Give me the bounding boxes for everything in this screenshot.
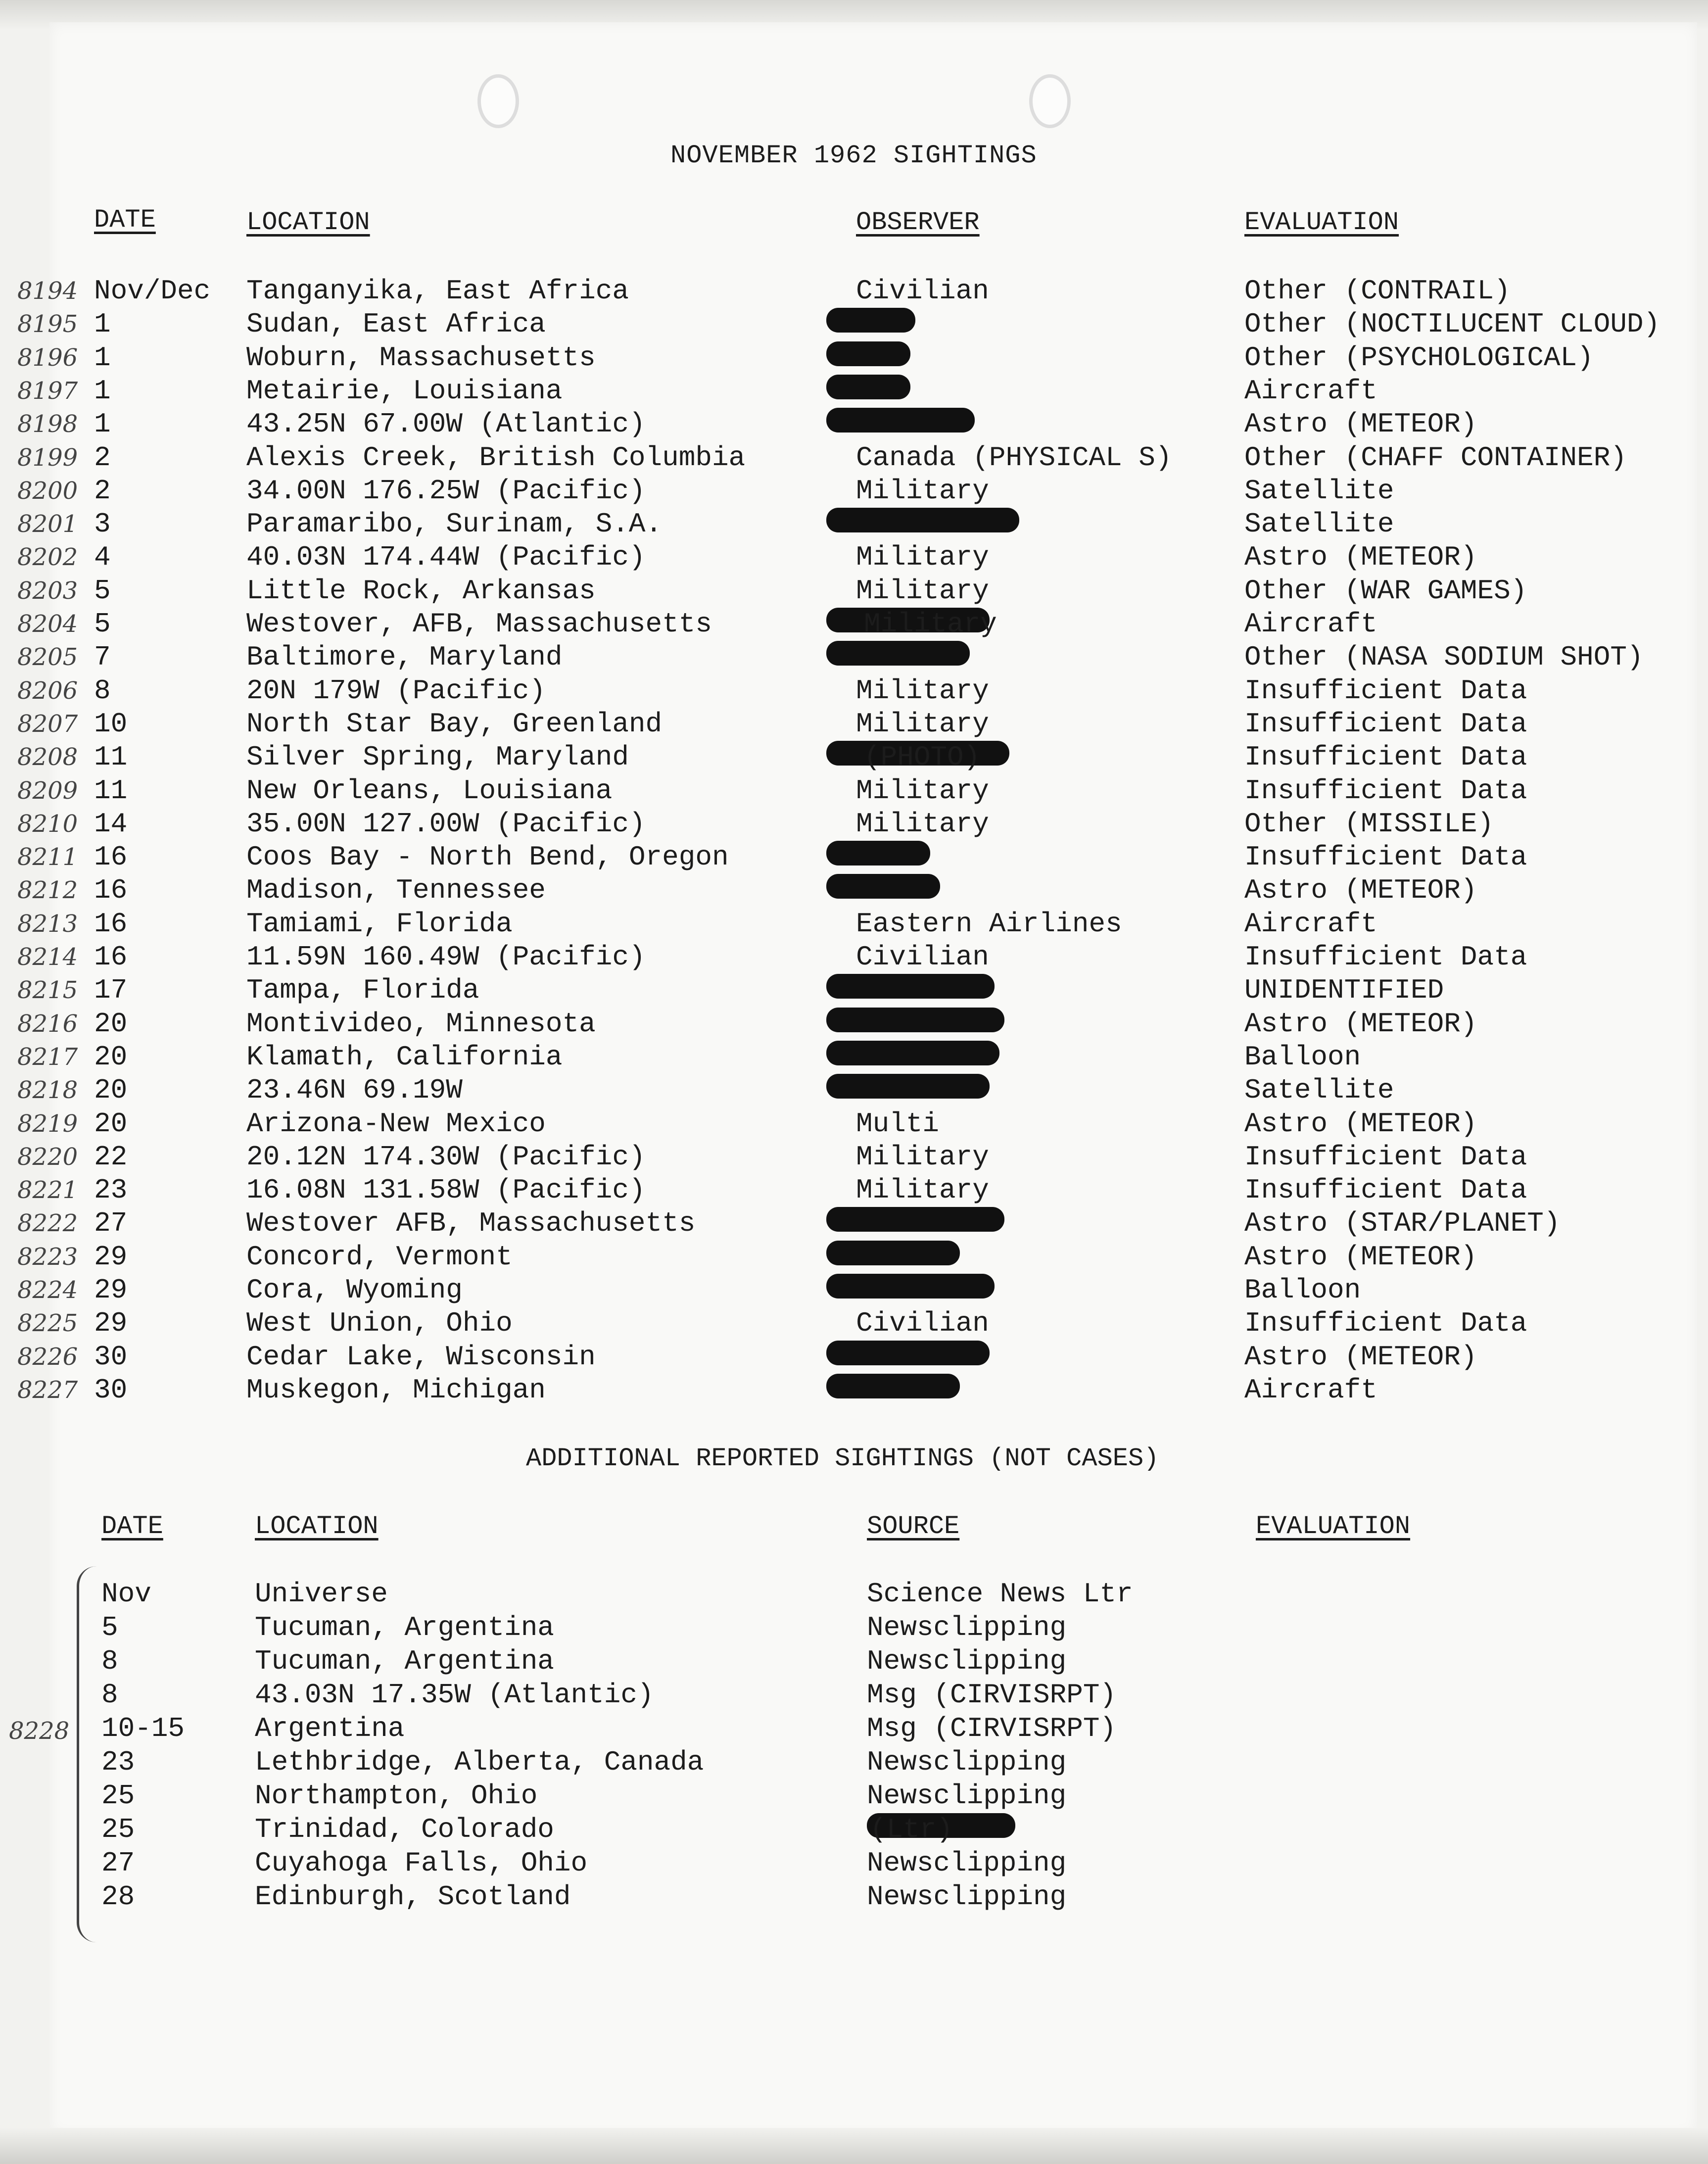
location-cell: Edinburgh, Scotland (255, 1881, 571, 1913)
location-cell: 43.03N 17.35W (Atlantic) (255, 1679, 654, 1711)
redaction-mark (826, 841, 930, 866)
date-cell: 16 (94, 908, 128, 940)
date-cell: 16 (94, 841, 128, 873)
table-row (0, 308, 1708, 341)
source-cell: Msg (CIRVISRPT) (867, 1713, 1117, 1744)
punch-hole-left (477, 74, 519, 128)
source-cell: Newsclipping (867, 1847, 1067, 1879)
location-cell: Madison, Tennessee (246, 874, 546, 907)
evaluation-cell: Other (NASA SODIUM SHOT) (1244, 641, 1644, 673)
date-cell: 5 (94, 575, 111, 607)
table-row (0, 741, 1708, 774)
date-cell: 25 (101, 1780, 135, 1812)
location-cell: Lethbridge, Alberta, Canada (255, 1746, 704, 1778)
redaction-mark (826, 408, 975, 433)
case-number: 8207 (17, 710, 78, 738)
location-cell: Woburn, Massachusetts (246, 341, 596, 374)
table-row (0, 1241, 1708, 1274)
table-row (0, 1341, 1708, 1374)
observer-cell: Canada (PHYSICAL S) (856, 441, 1172, 474)
case-number: 8216 (17, 1010, 78, 1038)
location-cell: Sudan, East Africa (246, 308, 546, 340)
case-number: 8218 (17, 1076, 78, 1105)
date-cell: 28 (101, 1881, 135, 1913)
date-cell: 29 (94, 1241, 128, 1273)
location-cell: 11.59N 160.49W (Pacific) (246, 941, 646, 973)
evaluation-cell: Astro (METEOR) (1244, 1107, 1477, 1140)
date-cell: 20 (94, 1008, 128, 1040)
additional-header-location: LOCATION (255, 1512, 379, 1541)
case-number: 8203 (17, 577, 78, 605)
table-row (0, 1141, 1708, 1174)
location-cell: Baltimore, Maryland (246, 641, 563, 673)
redaction-mark (826, 1041, 999, 1065)
evaluation-cell: Astro (METEOR) (1244, 1241, 1477, 1273)
location-cell: Trinidad, Colorado (255, 1814, 554, 1845)
date-cell: 23 (101, 1746, 135, 1778)
additional-row (0, 1578, 1708, 1611)
location-cell: Little Rock, Arkansas (246, 575, 596, 607)
observer-cell: Civilian (856, 941, 989, 973)
location-cell: 20N 179W (Pacific) (246, 674, 546, 707)
evaluation-cell: Other (NOCTILUCENT CLOUD) (1244, 308, 1661, 340)
case-number: 8221 (17, 1176, 78, 1204)
date-cell: 23 (94, 1174, 128, 1206)
evaluation-cell: Insufficient Data (1244, 741, 1527, 773)
observer-text: Military (864, 608, 997, 640)
additional-row (0, 1847, 1708, 1880)
location-cell: 20.12N 174.30W (Pacific) (246, 1141, 646, 1173)
date-cell: 1 (94, 375, 111, 407)
additional-header-date: DATE (101, 1512, 163, 1541)
table-row (0, 1174, 1708, 1207)
case-number: 8194 (17, 277, 78, 305)
case-number: 8226 (17, 1343, 78, 1371)
evaluation-cell: Other (MISSILE) (1244, 808, 1494, 840)
date-cell: 1 (94, 408, 111, 440)
date-cell: 11 (94, 741, 128, 773)
table-row (0, 641, 1708, 674)
evaluation-cell: Insufficient Data (1244, 774, 1527, 807)
redaction-mark (826, 308, 915, 333)
evaluation-cell: Insufficient Data (1244, 941, 1527, 973)
case-number: 8223 (17, 1243, 78, 1271)
location-cell: West Union, Ohio (246, 1307, 513, 1340)
table-row (0, 441, 1708, 475)
redaction-mark (826, 508, 1019, 532)
case-number: 8217 (17, 1043, 78, 1071)
evaluation-cell: Balloon (1244, 1274, 1361, 1306)
redaction-mark (826, 1341, 990, 1365)
case-number: 8225 (17, 1309, 78, 1338)
date-cell: 8 (94, 674, 111, 707)
table-row (0, 1307, 1708, 1340)
case-number: 8197 (17, 377, 78, 405)
location-cell: Silver Spring, Maryland (246, 741, 629, 773)
header-location: LOCATION (246, 208, 370, 237)
evaluation-cell: Astro (METEOR) (1244, 1341, 1477, 1373)
table-row (0, 1008, 1708, 1041)
evaluation-cell: Other (CONTRAIL) (1244, 275, 1511, 307)
date-cell: 3 (94, 508, 111, 540)
additional-row (0, 1645, 1708, 1678)
date-cell: 16 (94, 874, 128, 907)
date-cell: 1 (94, 341, 111, 374)
source-cell: Newsclipping (867, 1746, 1067, 1778)
additional-row (0, 1880, 1708, 1914)
location-cell: Cora, Wyoming (246, 1274, 463, 1306)
additional-row (0, 1746, 1708, 1779)
case-number: 8196 (17, 343, 78, 372)
redaction-mark (826, 341, 910, 366)
case-number: 8199 (17, 443, 78, 472)
source-cell: Msg (CIRVISRPT) (867, 1679, 1117, 1711)
additional-row (0, 1611, 1708, 1644)
redaction-mark (826, 375, 910, 399)
redaction-mark (826, 1241, 960, 1265)
location-cell: Argentina (255, 1713, 405, 1744)
table-row (0, 841, 1708, 874)
table-row (0, 375, 1708, 408)
source-cell (867, 1813, 953, 1846)
evaluation-cell: Satellite (1244, 475, 1394, 507)
observer-cell: Military (856, 475, 989, 507)
table-row (0, 774, 1708, 808)
observer-cell (856, 741, 980, 774)
evaluation-cell: Astro (METEOR) (1244, 541, 1477, 574)
case-number: 8214 (17, 943, 78, 971)
table-row (0, 1074, 1708, 1107)
source-cell: Newsclipping (867, 1881, 1067, 1913)
date-cell: 27 (101, 1847, 135, 1879)
redaction-mark (826, 1074, 990, 1099)
location-cell: Tampa, Florida (246, 974, 479, 1007)
date-cell: 4 (94, 541, 111, 574)
table-row (0, 1274, 1708, 1307)
source-cell: Newsclipping (867, 1780, 1067, 1812)
case-number: 8211 (17, 843, 78, 871)
table-row (0, 508, 1708, 541)
date-cell: 22 (94, 1141, 128, 1173)
observer-cell: Military (856, 541, 989, 574)
evaluation-cell: Insufficient Data (1244, 708, 1527, 740)
table-row (0, 674, 1708, 708)
table-row (0, 608, 1708, 641)
location-cell: Cedar Lake, Wisconsin (246, 1341, 596, 1373)
date-cell: 29 (94, 1274, 128, 1306)
case-number: 8210 (17, 810, 78, 838)
observer-cell: Military (856, 674, 989, 707)
additional-row (0, 1779, 1708, 1813)
table-row (0, 541, 1708, 574)
evaluation-cell: Astro (METEOR) (1244, 874, 1477, 907)
redaction-mark (826, 974, 995, 999)
case-number: 8198 (17, 410, 78, 438)
evaluation-cell: Other (CHAFF CONTAINER) (1244, 441, 1627, 474)
additional-header-evaluation: EVALUATION (1256, 1512, 1411, 1541)
table-row (0, 1374, 1708, 1407)
observer-cell: Civilian (856, 275, 989, 307)
table-row (0, 808, 1708, 841)
date-cell: 14 (94, 808, 128, 840)
evaluation-cell: Satellite (1244, 508, 1394, 540)
location-cell: 34.00N 176.25W (Pacific) (246, 475, 646, 507)
table-row (0, 908, 1708, 941)
date-cell: 2 (94, 475, 111, 507)
observer-cell: Civilian (856, 1307, 989, 1340)
header-date: DATE (94, 205, 156, 235)
evaluation-cell: Other (PSYCHOLOGICAL) (1244, 341, 1594, 374)
date-cell: 27 (94, 1207, 128, 1240)
table-row (0, 575, 1708, 608)
evaluation-cell: Insufficient Data (1244, 1141, 1527, 1173)
table-row (0, 708, 1708, 741)
case-number: 8202 (17, 543, 78, 572)
evaluation-cell: Other (WAR GAMES) (1244, 575, 1527, 607)
case-number: 8224 (17, 1276, 78, 1304)
date-cell: 20 (94, 1107, 128, 1140)
table-row (0, 941, 1708, 974)
evaluation-cell: Aircraft (1244, 608, 1377, 640)
location-cell: Muskegon, Michigan (246, 1374, 546, 1406)
source-cell: Newsclipping (867, 1645, 1067, 1677)
location-cell: Paramaribo, Surinam, S.A. (246, 508, 663, 540)
table-row (0, 1107, 1708, 1141)
case-number: 8205 (17, 643, 78, 672)
table-row (0, 275, 1708, 308)
date-cell: Nov/Dec (94, 275, 211, 307)
case-number: 8201 (17, 510, 78, 538)
observer-cell (856, 608, 997, 641)
date-cell: 25 (101, 1814, 135, 1845)
date-cell: 16 (94, 941, 128, 973)
case-number: 8208 (17, 743, 78, 771)
additional-group-number: 8228 (9, 1717, 70, 1745)
header-observer: OBSERVER (856, 208, 980, 237)
table-row (0, 974, 1708, 1007)
observer-cell: Multi (856, 1107, 940, 1140)
redaction-mark (826, 1374, 960, 1398)
evaluation-cell: Insufficient Data (1244, 674, 1527, 707)
header-evaluation: EVALUATION (1244, 208, 1399, 237)
date-cell: 2 (94, 441, 111, 474)
case-number: 8200 (17, 477, 78, 505)
location-cell: Westover AFB, Massachusetts (246, 1207, 696, 1240)
location-cell: Coos Bay - North Bend, Oregon (246, 841, 729, 873)
date-cell: 17 (94, 974, 128, 1007)
redaction-mark (826, 1207, 1004, 1232)
date-cell: 29 (94, 1307, 128, 1340)
location-cell: 35.00N 127.00W (Pacific) (246, 808, 646, 840)
case-number: 8209 (17, 776, 78, 805)
table-row (0, 475, 1708, 508)
date-cell: 30 (94, 1374, 128, 1406)
evaluation-cell: Astro (METEOR) (1244, 408, 1477, 440)
date-cell: 8 (101, 1645, 118, 1677)
table-row (0, 1207, 1708, 1240)
location-cell: 40.03N 174.44W (Pacific) (246, 541, 646, 574)
punch-hole-right (1029, 74, 1071, 128)
location-cell: Universe (255, 1578, 388, 1610)
location-cell: Westover, AFB, Massachusetts (246, 608, 712, 640)
location-cell: New Orleans, Louisiana (246, 774, 613, 807)
source-cell: Science News Ltr (867, 1578, 1133, 1610)
date-cell: 5 (101, 1612, 118, 1643)
location-cell: North Star Bay, Greenland (246, 708, 663, 740)
observer-cell: Military (856, 1141, 989, 1173)
additional-header-source: SOURCE (867, 1512, 960, 1541)
table-row (0, 408, 1708, 441)
date-cell: Nov (101, 1578, 151, 1610)
location-cell: Montivideo, Minnesota (246, 1008, 596, 1040)
evaluation-cell: Aircraft (1244, 908, 1377, 940)
evaluation-cell: UNIDENTIFIED (1244, 974, 1444, 1007)
evaluation-cell: Balloon (1244, 1041, 1361, 1073)
case-number: 8195 (17, 310, 78, 338)
additional-title: ADDITIONAL REPORTED SIGHTINGS (NOT CASES) (526, 1444, 1159, 1473)
location-cell: 16.08N 131.58W (Pacific) (246, 1174, 646, 1206)
observer-cell: Military (856, 808, 989, 840)
evaluation-cell: Insufficient Data (1244, 1307, 1527, 1340)
case-number: 8212 (17, 876, 78, 905)
date-cell: 20 (94, 1041, 128, 1073)
redaction-mark (826, 1008, 1004, 1032)
date-cell: 5 (94, 608, 111, 640)
location-cell: Arizona-New Mexico (246, 1107, 546, 1140)
location-cell: Tucuman, Argentina (255, 1645, 554, 1677)
case-number: 8219 (17, 1109, 78, 1138)
additional-row (0, 1712, 1708, 1745)
date-cell: 1 (94, 308, 111, 340)
date-cell: 20 (94, 1074, 128, 1106)
evaluation-cell: Astro (STAR/PLANET) (1244, 1207, 1561, 1240)
location-cell: Northampton, Ohio (255, 1780, 538, 1812)
location-cell: Cuyahoga Falls, Ohio (255, 1847, 588, 1879)
case-number: 8227 (17, 1376, 78, 1404)
location-cell: Tanganyika, East Africa (246, 275, 629, 307)
evaluation-cell: Insufficient Data (1244, 1174, 1527, 1206)
evaluation-cell: Astro (METEOR) (1244, 1008, 1477, 1040)
date-cell: 7 (94, 641, 111, 673)
table-row (0, 341, 1708, 375)
evaluation-cell: Insufficient Data (1244, 841, 1527, 873)
location-cell: Tucuman, Argentina (255, 1612, 554, 1643)
date-cell: 8 (101, 1679, 118, 1711)
location-cell: Klamath, California (246, 1041, 563, 1073)
case-number: 8204 (17, 610, 78, 638)
redaction-mark (826, 1274, 995, 1298)
observer-cell: Military (856, 575, 989, 607)
case-number: 8215 (17, 976, 78, 1005)
location-cell: Alexis Creek, British Columbia (246, 441, 746, 474)
location-cell: Tamiami, Florida (246, 908, 513, 940)
table-row (0, 874, 1708, 907)
additional-row (0, 1813, 1708, 1846)
page-title: NOVEMBER 1962 SIGHTINGS (670, 141, 1037, 170)
scan-edge-bottom (0, 2128, 1708, 2164)
date-cell: 11 (94, 774, 128, 807)
location-cell: 23.46N 69.19W (246, 1074, 463, 1106)
source-text: (Ltr) (870, 1814, 953, 1845)
location-cell: 43.25N 67.00W (Atlantic) (246, 408, 646, 440)
observer-cell: Military (856, 774, 989, 807)
case-number: 8213 (17, 910, 78, 938)
case-number: 8206 (17, 676, 78, 705)
date-cell: 10-15 (101, 1713, 185, 1744)
redaction-mark (826, 874, 940, 899)
evaluation-cell: Satellite (1244, 1074, 1394, 1106)
case-number: 8220 (17, 1143, 78, 1171)
location-cell: Concord, Vermont (246, 1241, 513, 1273)
evaluation-cell: Aircraft (1244, 1374, 1377, 1406)
observer-cell: Military (856, 708, 989, 740)
location-cell: Metairie, Louisiana (246, 375, 563, 407)
observer-text: (PHOTO) (864, 741, 981, 773)
observer-cell: Military (856, 1174, 989, 1206)
date-cell: 10 (94, 708, 128, 740)
case-number: 8222 (17, 1209, 78, 1238)
redaction-mark (826, 641, 970, 666)
table-row (0, 1041, 1708, 1074)
additional-row (0, 1679, 1708, 1712)
observer-cell: Eastern Airlines (856, 908, 1122, 940)
source-cell: Newsclipping (867, 1612, 1067, 1643)
evaluation-cell: Aircraft (1244, 375, 1377, 407)
date-cell: 30 (94, 1341, 128, 1373)
